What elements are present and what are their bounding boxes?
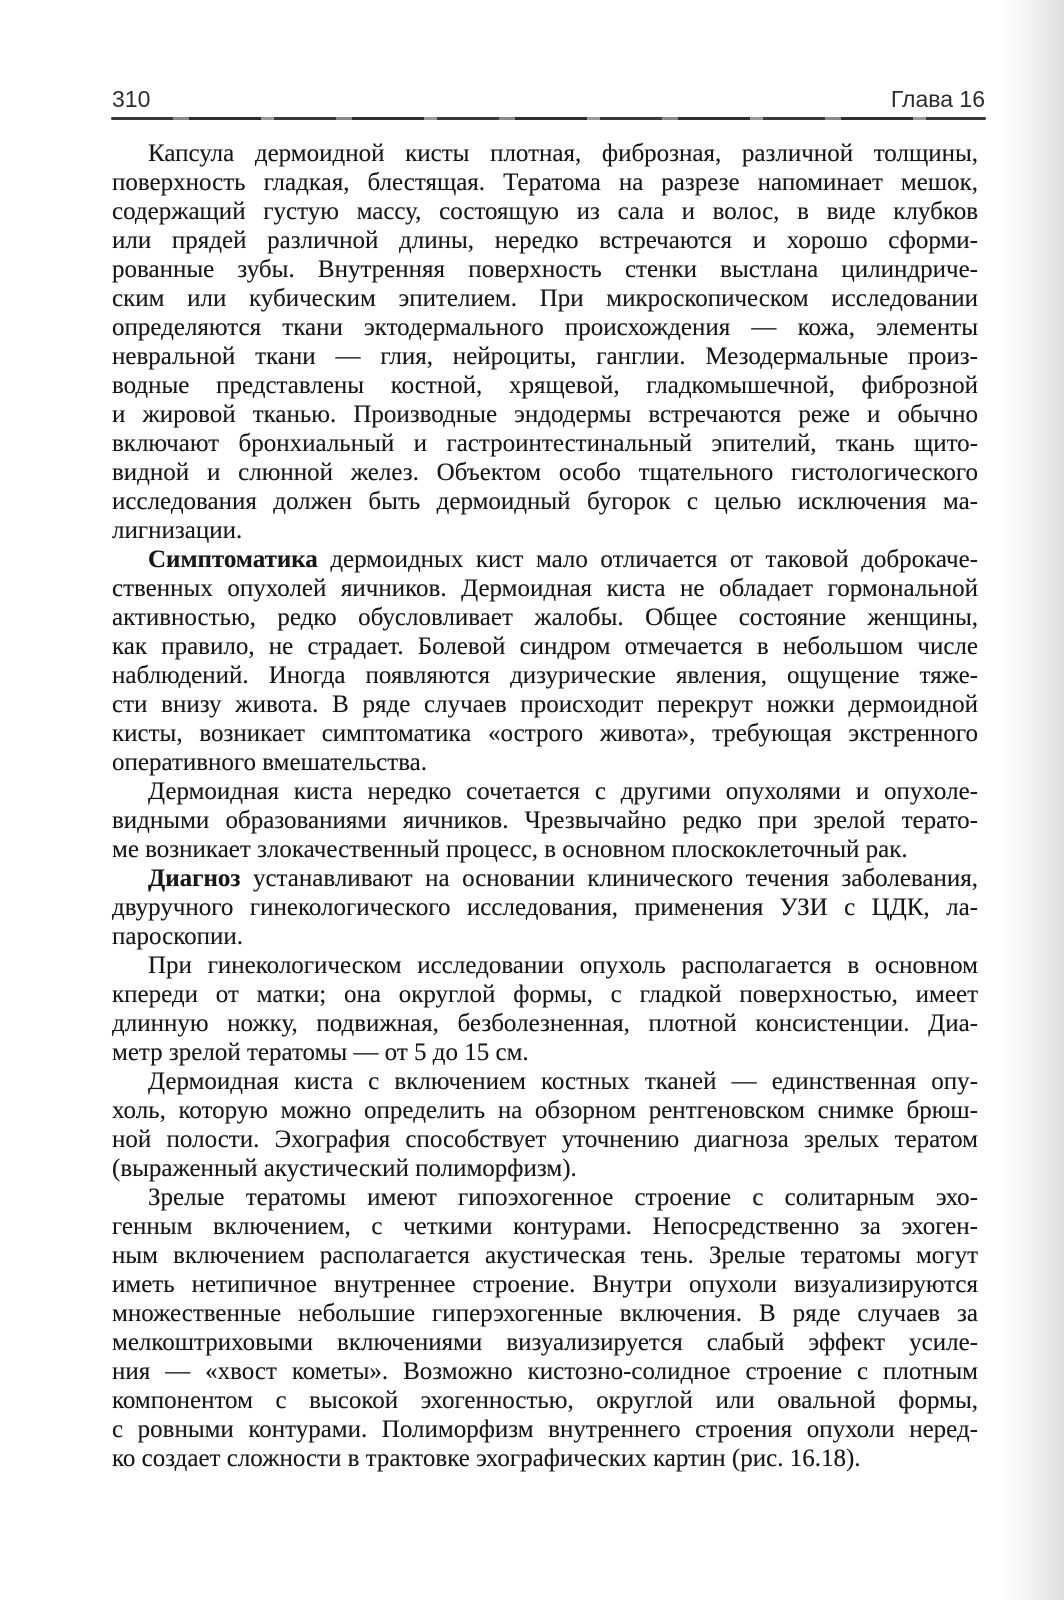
- text-line: (выраженный акустический полиморфизм).: [112, 1155, 577, 1182]
- text-line: активностью, редко обусловливает жалобы. Общее состояние женщины,: [112, 604, 978, 631]
- text-line: метр зрелой тератомы — от 5 до 15 см.: [112, 1039, 529, 1066]
- text-line: содержащий густую массу, состоящую из сала и волос, в виде клубков: [112, 198, 978, 225]
- text-line: двуручного гинекологического исследования, применения УЗИ с ЦДК, ла-: [112, 894, 978, 921]
- text-line: исследования должен быть дермоидный бугорок с целью исключения ма-: [112, 488, 978, 515]
- text-line: иметь нетипичное внутреннее строение. Внутри опухоли визуализируются: [112, 1271, 978, 1298]
- text-line: поверхность гладкая, блестящая. Тератома на разрезе напоминает мешок,: [112, 169, 978, 196]
- text-line: или прядей различной длины, нередко встречаются и хорошо сформи-: [112, 227, 978, 254]
- text-line: рованные зубы. Внутренняя поверхность стенки выстлана цилиндриче-: [112, 256, 978, 283]
- text-line: ной полости. Эхография способствует уточнению диагноза зрелых тератом: [112, 1126, 978, 1153]
- text-line: ственных опухолей яичников. Дермоидная киста не обладает гормональной: [112, 575, 978, 602]
- paragraph: [112, 1067, 978, 1183]
- text-line: и жировой тканью. Производные эндодермы встречаются реже и обычно: [112, 401, 978, 428]
- text-line: сти внизу живота. В ряде случаев происходит перекрут ножки дермоидной: [112, 691, 978, 718]
- text-run: устанавливают на основании клинического течения заболевания,: [240, 865, 978, 892]
- text-line: ме возникает злокачественный процесс, в основном плоскоклеточный рак.: [112, 836, 908, 863]
- text-line: ко создает сложности в трактовке эхографических картин (рис. 16.18).: [112, 1445, 861, 1472]
- text-line: видными образованиями яичников. Чрезвычайно редко при зрелой терато-: [112, 807, 978, 834]
- text-line: как правило, не страдает. Болевой синдром отмечается в небольшом числе: [112, 633, 978, 660]
- text-line: длинную ножку, подвижная, безболезненная, плотной консистенции. Диа-: [112, 1010, 978, 1037]
- text-line: кисты, возникает симптоматика «острого живота», требующая экстренного: [112, 720, 978, 747]
- text-line: генным включением, с четкими контурами. Непосредственно за эхоген-: [112, 1213, 978, 1240]
- text-line: [112, 545, 978, 574]
- text-line: наблюдений. Иногда появляются дизурические явления, ощущение тяже-: [112, 662, 978, 689]
- text-line: водные представлены костной, хрящевой, гладкомышечной, фиброзной: [112, 372, 978, 399]
- text-line: мелкоштриховыми включениями визуализируется слабый эффект усиле-: [112, 1329, 978, 1356]
- text-line: При гинекологическом исследовании опухоль располагается в основном: [148, 952, 978, 979]
- text-line: ным включением располагается акустическая тень. Зрелые тератомы могут: [112, 1242, 978, 1269]
- text-line: Зрелые тератомы имеют гипоэхогенное строение с солитарным эхо-: [148, 1184, 978, 1211]
- paragraph: [112, 864, 978, 951]
- text-line: Дермоидная киста с включением костных тканей — единственная опу-: [148, 1068, 978, 1095]
- text-line: компонентом с высокой эхогенностью, округлой или овальной формы,: [112, 1387, 978, 1414]
- paragraph: [112, 1183, 978, 1473]
- text-line: Капсула дермоидной кисты плотная, фиброзная, различной толщины,: [148, 140, 978, 167]
- text-line: с ровными контурами. Полиморфизм внутреннего строения опухоли неред-: [112, 1416, 978, 1443]
- text-line: видной и слюнной желез. Объектом особо тщательного гистологического: [112, 459, 978, 486]
- text-line: невральной ткани — глия, нейроциты, ганглии. Мезодермальные произ-: [112, 343, 978, 370]
- chapter-label: Глава 16: [890, 86, 985, 112]
- running-header: [112, 86, 985, 113]
- bold-lead: Симптоматика: [148, 546, 318, 573]
- paragraph: [112, 951, 978, 1067]
- scan-edge-shadow: [1000, 0, 1064, 1600]
- paragraph: [112, 545, 978, 777]
- text-line: ским или кубическим эпителием. При микроскопическом исследовании: [112, 285, 978, 312]
- text-line: кпереди от матки; она округлой формы, с гладкой поверхностью, имеет: [112, 981, 978, 1008]
- text-line: холь, которую можно определить на обзорном рентгеновском снимке брюш-: [112, 1097, 978, 1124]
- text-line: множественные небольшие гиперэхогенные включения. В ряде случаев за: [112, 1300, 978, 1327]
- paragraph: [112, 777, 978, 864]
- text-line: ния — «хвост кометы». Возможно кистозно-солидное строение с плотным: [112, 1358, 978, 1385]
- text-line: Дермоидная киста нередко сочетается с другими опухолями и опухоле-: [148, 778, 978, 805]
- text-line: [112, 864, 978, 893]
- text-line: лигнизации.: [112, 517, 243, 544]
- text-line: оперативного вмешательства.: [112, 749, 428, 776]
- page-body-text: [112, 139, 978, 1473]
- text-line: определяются ткани эктодермального происхождения — кожа, элементы: [112, 314, 978, 341]
- text-line: пароскопии.: [112, 923, 243, 950]
- text-line: включают бронхиальный и гастроинтестинальный эпителий, ткань щито-: [112, 430, 978, 457]
- paragraph: [112, 139, 978, 545]
- text-run: дермоидных кист мало отличается от таковой доброкаче-: [317, 546, 978, 573]
- page-number: 310: [112, 86, 151, 112]
- header-rule: [111, 117, 986, 120]
- bold-lead: Диагноз: [148, 865, 241, 892]
